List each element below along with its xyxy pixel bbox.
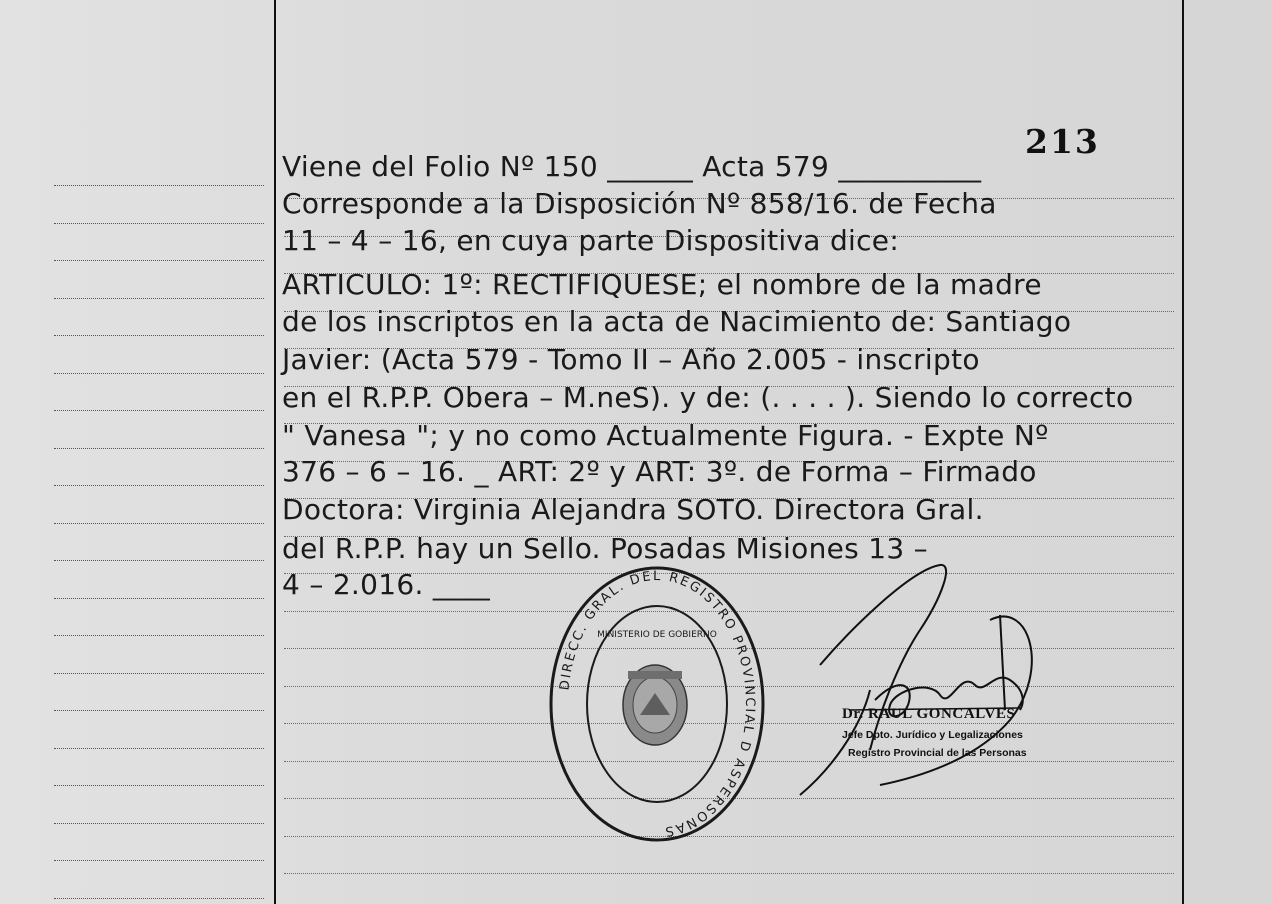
entry-line: de los inscriptos en la acta de Nacimiento de: Santiago [282, 305, 1072, 338]
margin-ruled-line [54, 598, 264, 599]
folio-number: 213 [1025, 122, 1100, 161]
margin-ruled-line [54, 635, 264, 636]
margin-ruled-line [54, 373, 264, 374]
margin-ruled-line [54, 860, 264, 861]
left-margin-column [0, 0, 276, 904]
margin-ruled-line [54, 560, 264, 561]
signer-name: Dr. RAUL GONCALVES [842, 706, 1016, 722]
margin-ruled-line [54, 485, 264, 486]
official-stamp [548, 565, 766, 843]
entry-line: " Vanesa "; y no como Actualmente Figura. - Expte Nº [282, 419, 1049, 452]
signer-title: Jefe Dpto. Jurídico y Legalizaciones [842, 729, 1023, 741]
stamp-inner-text: MINISTERIO DE GOBIERNO [597, 630, 717, 640]
entry-line: Viene del Folio Nº 150 ______ Acta 579 __________ [282, 150, 982, 183]
coat-of-arms-icon [623, 665, 687, 745]
margin-ruled-line [54, 898, 264, 899]
signer-office: Registro Provincial de las Personas [848, 747, 1027, 759]
margin-ruled-line [54, 223, 264, 224]
entry-line: 11 – 4 – 16, en cuya parte Dispositiva dice: [282, 224, 900, 257]
margin-ruled-line [54, 185, 264, 186]
entry-line: Javier: (Acta 579 - Tomo II – Año 2.005 - inscripto [282, 343, 980, 376]
right-rule [1182, 0, 1184, 904]
entry-line: del R.P.P. hay un Sello. Posadas Misiones 13 – [282, 532, 928, 565]
entry-line: ARTICULO: 1º: RECTIFIQUESE; el nombre de la madre [282, 268, 1042, 301]
entry-line: 376 – 6 – 16. _ ART: 2º y ART: 3º. de Forma – Firmado [282, 455, 1037, 488]
entry-line: en el R.P.P. Obera – M.neS). y de: (. . . . ). Siendo lo correcto [282, 381, 1134, 414]
margin-ruled-line [54, 785, 264, 786]
entry-line: Doctora: Virginia Alejandra SOTO. Directora Gral. [282, 493, 984, 526]
margin-ruled-line [54, 710, 264, 711]
margin-ruled-line [54, 823, 264, 824]
margin-ruled-line [54, 335, 264, 336]
margin-ruled-line [54, 673, 264, 674]
main-ruled-line [284, 873, 1174, 874]
margin-ruled-line [54, 298, 264, 299]
entry-line: Corresponde a la Disposición Nº 858/16. de Fecha [282, 187, 997, 220]
margin-ruled-line [54, 410, 264, 411]
margin-ruled-line [54, 260, 264, 261]
margin-rule [274, 0, 276, 904]
entry-line: 4 – 2.016. ____ [282, 568, 491, 601]
signature-scribble [790, 560, 1050, 800]
margin-ruled-line [54, 448, 264, 449]
stamp-outer-text: DIRECC. GRAL. DEL REGISTRO PROVINCIAL D ASPERSONAS [557, 568, 758, 839]
margin-ruled-line [54, 523, 264, 524]
margin-ruled-line [54, 748, 264, 749]
signature-block [842, 706, 1027, 759]
